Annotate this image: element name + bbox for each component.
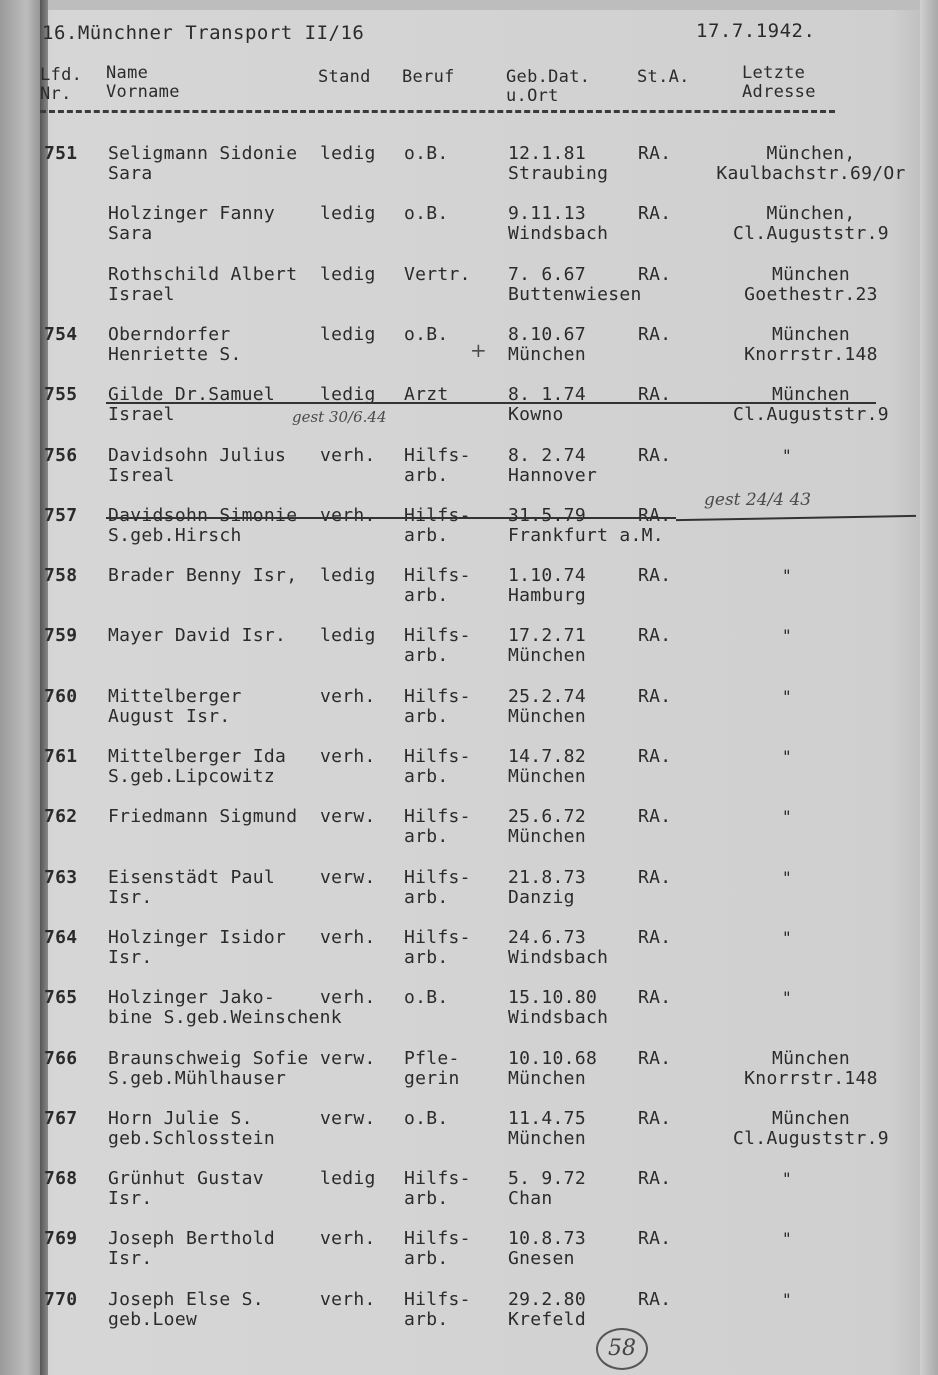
handwritten-note-davidsohn: gest 24/4 43 — [704, 490, 812, 510]
row-name: Davidsohn Julius Isreal — [108, 444, 287, 486]
row-name: Joseph Berthold Isr. — [108, 1228, 276, 1270]
row-address: München Knorrstr.148 — [744, 323, 878, 365]
row-number: 762 — [44, 806, 78, 828]
row-beruf: Hilfs- arb. — [404, 685, 471, 727]
row-name: Oberndorfer Henriette S. — [108, 323, 242, 365]
row-stand: ledig — [320, 1168, 376, 1190]
row-beruf: Hilfs- arb. — [404, 444, 471, 486]
table-row — [0, 265, 938, 323]
row-name: Braunschweig Sofie S.geb.Mühlhauser — [108, 1047, 309, 1089]
row-sta: RA. — [638, 866, 672, 888]
row-birth: 29.2.80 Krefeld — [508, 1288, 586, 1330]
row-name: Friedmann Sigmund — [108, 806, 298, 828]
strike-line-757 — [106, 517, 676, 519]
row-address-ditto: " — [782, 1229, 792, 1249]
row-stand: verh. — [320, 1288, 376, 1310]
table-row — [0, 1229, 938, 1287]
row-stand: ledig — [320, 565, 376, 587]
row-name: Rothschild Albert Israel — [108, 263, 298, 305]
row-address: München, Kaulbachstr.69/Or — [716, 143, 906, 184]
row-number: 757 — [44, 504, 78, 526]
row-beruf: Hilfs- arb. — [404, 1228, 471, 1270]
row-beruf: Pfle- gerin — [404, 1047, 460, 1089]
row-birth: 8. 1.74 Kowno — [508, 384, 586, 426]
row-beruf: Hilfs- arb. — [404, 926, 471, 968]
row-beruf: Hilfs- arb. — [404, 1288, 471, 1330]
table-row — [0, 566, 938, 624]
row-birth: 15.10.80 Windsbach — [508, 987, 609, 1029]
row-birth: 25.2.74 München — [508, 685, 586, 727]
row-sta: RA. — [638, 746, 672, 767]
handwritten-note-gilde: gest 30/6.44 — [292, 408, 387, 426]
row-sta: RA. — [638, 1107, 672, 1129]
row-birth: 7. 6.67 Buttenwiesen — [508, 263, 642, 305]
col-header-sta: St.A. — [637, 67, 690, 87]
row-number: 767 — [44, 1107, 78, 1129]
row-birth: 10.8.73 Gnesen — [508, 1228, 586, 1270]
row-beruf: Arzt — [404, 384, 449, 406]
row-number: 765 — [44, 987, 78, 1009]
row-birth: 8.10.67 München — [508, 323, 586, 365]
row-address-ditto: " — [782, 445, 792, 465]
row-birth: 5. 9.72 Chan — [508, 1168, 586, 1210]
row-address-ditto: " — [782, 988, 792, 1008]
col-header-stand: Stand — [318, 67, 371, 87]
table-row — [0, 506, 938, 564]
col-header-geb: Geb.Dat. u.Ort — [506, 67, 591, 106]
row-number: 751 — [44, 143, 78, 164]
row-birth: 14.7.82 München — [508, 746, 586, 787]
row-address: München Goethestr.23 — [744, 263, 878, 305]
table-row — [0, 988, 938, 1046]
row-sta: RA. — [638, 987, 672, 1009]
row-number: 759 — [44, 625, 78, 647]
row-sta: RA. — [638, 384, 672, 406]
row-beruf: Hilfs- arb. — [404, 565, 471, 607]
row-address-ditto: " — [782, 927, 792, 947]
row-stand: ledig — [320, 625, 376, 647]
row-sta: RA. — [638, 806, 672, 828]
row-address: München Cl.Auguststr.9 — [733, 1107, 889, 1149]
table-row — [0, 144, 938, 202]
row-sta: RA. — [638, 926, 672, 948]
row-stand: ledig — [320, 323, 376, 345]
col-header-adresse: Letzte Adresse — [742, 63, 816, 102]
row-birth: 17.2.71 München — [508, 625, 586, 667]
row-sta: RA. — [638, 1168, 672, 1190]
row-beruf: Hilfs- arb. — [404, 866, 471, 908]
row-number: 755 — [44, 384, 78, 406]
row-birth: 31.5.79 Frankfurt a.M. — [508, 504, 664, 546]
row-address-ditto: " — [782, 747, 792, 766]
row-birth: 12.1.81 Straubing — [508, 143, 609, 184]
col-header-beruf: Beruf — [402, 67, 455, 87]
handwritten-mark-754: + — [470, 338, 487, 362]
table-row — [0, 807, 938, 865]
row-beruf: o.B. — [404, 323, 449, 345]
row-stand: verw. — [320, 866, 376, 888]
row-number: 758 — [44, 565, 78, 587]
row-name: Mittelberger Ida S.geb.Lipcowitz — [108, 746, 287, 787]
row-name: Horn Julie S. geb.Schlosstein — [108, 1107, 276, 1149]
row-address: München Cl.Auguststr.9 — [733, 384, 889, 426]
row-sta: RA. — [638, 1228, 672, 1250]
table-row — [0, 868, 938, 926]
row-stand: verh. — [320, 444, 376, 466]
row-name: Eisenstädt Paul Isr. — [108, 866, 276, 908]
col-header-name: Name Vorname — [106, 63, 180, 102]
row-birth: 24.6.73 Windsbach — [508, 926, 609, 968]
row-birth: 25.6.72 München — [508, 806, 586, 848]
row-sta: RA. — [638, 1288, 672, 1310]
row-number: 769 — [44, 1228, 78, 1250]
row-beruf: Hilfs- arb. — [404, 625, 471, 667]
table-row — [0, 1290, 938, 1348]
row-name: Grünhut Gustav Isr. — [108, 1168, 264, 1210]
row-address-ditto: " — [782, 1289, 792, 1309]
table-row — [0, 687, 938, 745]
row-birth: 21.8.73 Danzig — [508, 866, 586, 908]
row-beruf: Hilfs- arb. — [404, 746, 471, 787]
row-name: Davidsohn Simonie S.geb.Hirsch — [108, 504, 298, 546]
table-row — [0, 1049, 938, 1107]
row-address-ditto: " — [782, 686, 792, 706]
row-number: 764 — [44, 926, 78, 948]
transport-date: 17.7.1942. — [696, 20, 816, 42]
row-stand: verh. — [320, 987, 376, 1009]
row-beruf: o.B. — [404, 143, 449, 164]
row-number: 754 — [44, 323, 78, 345]
row-stand: ledig — [320, 203, 376, 225]
row-address-ditto: " — [782, 867, 792, 887]
row-birth: 1.10.74 Hamburg — [508, 565, 586, 607]
row-address: München Knorrstr.148 — [744, 1047, 878, 1089]
col-header-lfd-nr: Lfd. Nr. — [40, 65, 83, 104]
page-number: 58 — [596, 1328, 648, 1370]
row-beruf: Hilfs- arb. — [404, 806, 471, 848]
row-beruf: o.B. — [404, 987, 449, 1009]
row-stand: verw. — [320, 806, 376, 828]
table-row — [0, 1169, 938, 1227]
row-sta: RA. — [638, 685, 672, 707]
row-sta: RA. — [638, 1047, 672, 1069]
row-address-ditto: " — [782, 1169, 792, 1189]
table-row — [0, 747, 938, 805]
row-beruf: o.B. — [404, 1107, 449, 1129]
row-name: Mittelberger August Isr. — [108, 685, 242, 727]
row-number: 770 — [44, 1288, 78, 1310]
row-birth: 8. 2.74 Hannover — [508, 444, 598, 486]
row-sta: RA. — [638, 323, 672, 345]
row-birth: 10.10.68 München — [508, 1047, 598, 1089]
table-row — [0, 928, 938, 986]
row-stand: verh. — [320, 746, 376, 767]
row-stand: ledig — [320, 143, 376, 164]
row-address: München, Cl.Auguststr.9 — [733, 203, 889, 245]
row-stand: verw. — [320, 1107, 376, 1129]
row-number: 761 — [44, 746, 78, 767]
table-row — [0, 626, 938, 684]
row-address-ditto: " — [782, 566, 792, 586]
row-name: Seligmann Sidonie Sara — [108, 143, 298, 184]
row-stand: verh. — [320, 504, 376, 526]
row-address-ditto: " — [782, 626, 792, 646]
row-name: Holzinger Isidor Isr. — [108, 926, 287, 968]
row-beruf: Vertr. — [404, 263, 471, 285]
row-birth: 9.11.13 Windsbach — [508, 203, 609, 245]
row-sta: RA. — [638, 263, 672, 285]
row-stand: verh. — [320, 926, 376, 948]
row-stand: verh. — [320, 1228, 376, 1250]
row-name: Brader Benny Isr, — [108, 565, 298, 587]
row-sta: RA. — [638, 203, 672, 225]
row-name: Gilde Dr.Samuel Israel — [108, 384, 276, 426]
row-sta: RA. — [638, 444, 672, 466]
row-beruf: Hilfs- arb. — [404, 504, 471, 546]
row-number: 760 — [44, 685, 78, 707]
row-number: 768 — [44, 1168, 78, 1190]
row-number: 766 — [44, 1047, 78, 1069]
row-stand: ledig — [320, 384, 376, 406]
table-row — [0, 1109, 938, 1167]
row-name: Holzinger Jako- bine S.geb.Weinschenk — [108, 987, 342, 1029]
row-birth: 11.4.75 München — [508, 1107, 586, 1149]
row-sta: RA. — [638, 143, 672, 164]
table-row — [0, 204, 938, 262]
strike-line-755 — [106, 402, 876, 404]
row-beruf: Hilfs- arb. — [404, 1168, 471, 1210]
table-row — [0, 325, 938, 383]
row-name: Joseph Else S. geb.Loew — [108, 1288, 264, 1330]
header-divider — [40, 110, 835, 113]
row-stand: verh. — [320, 685, 376, 707]
row-address-ditto: " — [782, 807, 792, 827]
row-sta: RA. — [638, 565, 672, 587]
table-row — [0, 385, 938, 443]
row-stand: verw. — [320, 1047, 376, 1069]
row-sta: RA. — [638, 504, 672, 526]
transport-title: 16.Münchner Transport II/16 — [42, 22, 365, 44]
row-number: 763 — [44, 866, 78, 888]
row-name: Holzinger Fanny Sara — [108, 203, 276, 245]
row-stand: ledig — [320, 263, 376, 285]
row-number: 756 — [44, 444, 78, 466]
row-name: Mayer David Isr. — [108, 625, 287, 647]
row-beruf: o.B. — [404, 203, 449, 225]
row-sta: RA. — [638, 625, 672, 647]
top-sheet-edge — [0, 0, 938, 10]
